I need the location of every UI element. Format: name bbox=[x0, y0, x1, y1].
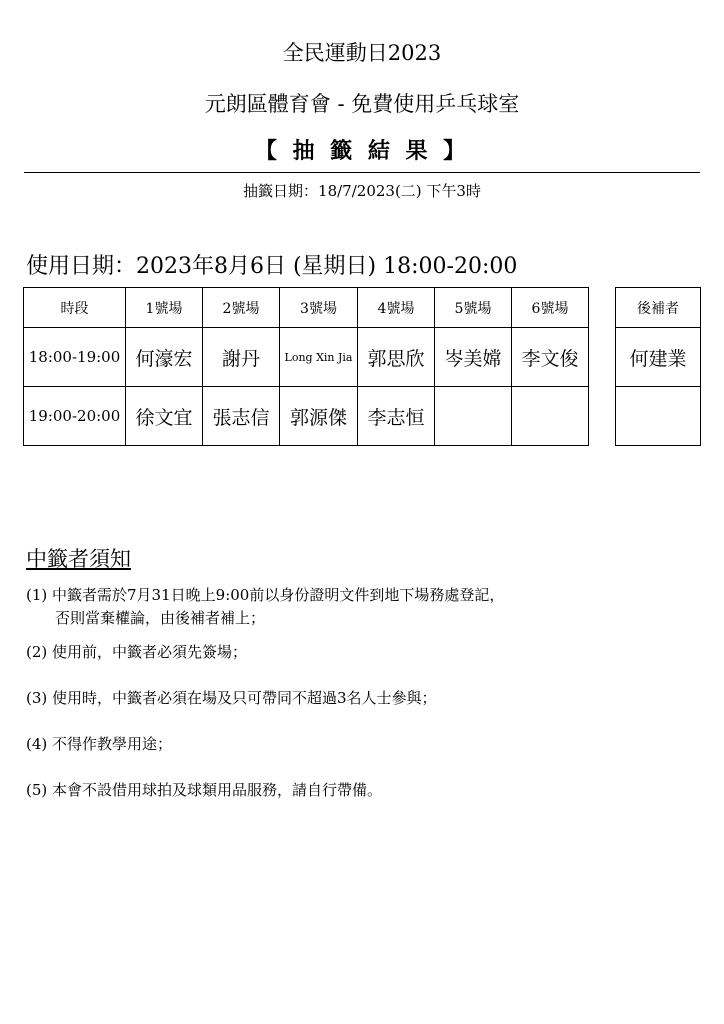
table-row bbox=[24, 387, 589, 446]
table-header-row bbox=[24, 288, 589, 328]
header-court-4: 4號場 bbox=[358, 288, 435, 328]
time-slot-cell: 18:00-19:00 bbox=[24, 328, 126, 387]
reserve-cell: 何建業 bbox=[616, 328, 701, 387]
winner-cell: 謝丹 bbox=[203, 328, 280, 387]
winner-cell: 何濠宏 bbox=[126, 328, 203, 387]
header-court-6: 6號場 bbox=[512, 288, 589, 328]
page-subtitle: 元朗區體育會 - 免費使用乒乓球室 bbox=[204, 92, 520, 116]
reserve-table bbox=[615, 287, 701, 446]
draw-date: 抽籤日期：18/7/2023(二) 下午3時 bbox=[243, 182, 481, 200]
header-court-5: 5號場 bbox=[435, 288, 512, 328]
winner-cell: 李文俊 bbox=[512, 328, 589, 387]
notice-item: (4) 不得作教學用途； bbox=[26, 735, 173, 753]
header-reserve: 後補者 bbox=[616, 288, 701, 328]
winner-cell bbox=[435, 387, 512, 446]
winner-cell: 張志信 bbox=[203, 387, 280, 446]
divider bbox=[24, 172, 700, 173]
header-court-2: 2號場 bbox=[203, 288, 280, 328]
notice-item: (3) 使用時，中籤者必須在場及只可帶同不超過3名人士參與； bbox=[26, 689, 437, 707]
draw-result-table bbox=[23, 287, 589, 446]
winner-cell: 岑美嫦 bbox=[435, 328, 512, 387]
reserve-cell bbox=[616, 387, 701, 446]
winner-cell: 李志恒 bbox=[358, 387, 435, 446]
notice-item: (2) 使用前，中籤者必須先簽場； bbox=[26, 643, 248, 661]
winner-cell bbox=[512, 387, 589, 446]
header-court-3: 3號場 bbox=[280, 288, 358, 328]
header-time-slot: 時段 bbox=[24, 288, 126, 328]
time-slot-cell: 19:00-20:00 bbox=[24, 387, 126, 446]
usage-date: 使用日期：2023年8月6日 (星期日) 18:00-20:00 bbox=[26, 254, 518, 279]
notice-item: (5) 本會不設借用球拍及球類用品服務，請自行帶備。 bbox=[26, 781, 383, 799]
page-title: 全民運動日2023 bbox=[282, 41, 442, 65]
result-title: 【 抽 籤 結 果 】 bbox=[254, 138, 470, 164]
winner-cell: 郭源傑 bbox=[280, 387, 358, 446]
notice-title: 中籤者須知 bbox=[26, 547, 131, 571]
winner-cell: 郭思欣 bbox=[358, 328, 435, 387]
table-row bbox=[24, 328, 589, 387]
notice-item-continuation: 否則當棄權論，由後補者補上； bbox=[55, 609, 266, 627]
winner-cell: 徐文宜 bbox=[126, 387, 203, 446]
notice-item: (1) 中籤者需於7月31日晚上9:00前以身份證明文件到地下場務處登記， bbox=[26, 586, 505, 604]
header-court-1: 1號場 bbox=[126, 288, 203, 328]
winner-cell: Long Xin Jia bbox=[280, 328, 358, 387]
